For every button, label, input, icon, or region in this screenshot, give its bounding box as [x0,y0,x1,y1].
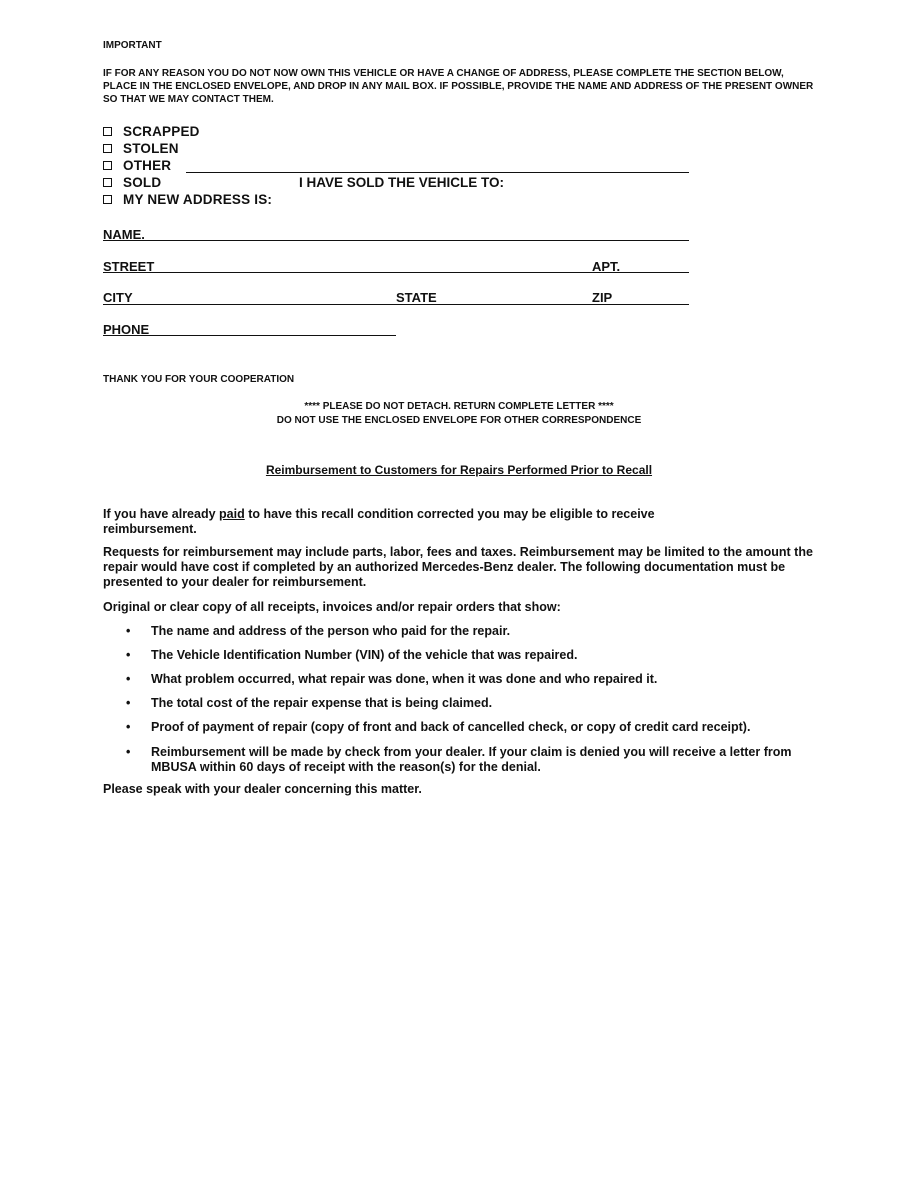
street-label: STREET [103,259,155,274]
apt-label: APT. [592,259,621,274]
city-label: CITY [103,290,133,305]
bullet-icon: • [126,696,131,710]
list-item-text: Proof of payment of repair (copy of front and back of cancelled check, or copy of credit card receipt). [151,720,751,734]
thanks-text: THANK YOU FOR YOUR COOPERATION [103,374,295,385]
list-item-text: Reimbursement will be made by check from your dealer. If your claim is denied you will receive a letter from MBUSA within 60 days of receipt with the reason(s) for the denial. [151,745,792,774]
checkbox-icon[interactable] [103,127,112,136]
option-scrapped-label: SCRAPPED [123,124,200,139]
notice-envelope: DO NOT USE THE ENCLOSED ENVELOPE FOR OTHER CORRESPONDENCE [276,415,642,426]
option-other[interactable] [103,157,171,174]
checkbox-icon[interactable] [103,144,112,153]
bullet-icon: • [126,624,131,638]
option-new-address-label: MY NEW ADDRESS IS: [123,192,273,207]
sold-to-label: I HAVE SOLD THE VEHICLE TO: [299,175,505,190]
paragraph-receipts: Original or clear copy of all receipts, invoices and/or repair orders that show: [103,600,561,614]
list-item-text: The name and address of the person who paid for the repair. [151,624,511,638]
option-sold-label: SOLD [123,175,162,190]
phone-label: PHONE [103,322,150,337]
option-new-address[interactable] [103,191,272,208]
reimbursement-title-text: Reimbursement to Customers for Repairs Performed Prior to Recall [265,463,653,477]
checkbox-icon[interactable] [103,195,112,204]
option-other-label: OTHER [123,158,172,173]
reimbursement-title [0,463,918,477]
bullet-icon: • [126,648,131,662]
list-item-text: The Vehicle Identification Number (VIN) of the vehicle that was repaired. [151,648,578,662]
bullet-icon: • [126,672,131,686]
list-item-text: What problem occurred, what repair was done, when it was done and who repaired it. [151,672,658,686]
option-sold[interactable] [103,174,161,191]
street-field[interactable] [103,272,689,273]
name-label: NAME. [103,227,145,242]
paid-emphasis: paid [219,507,245,521]
paragraph-requests: Requests for reimbursement may include parts, labor, fees and taxes. Reimbursement may be limited to the amount the repair would have cost if completed by an authorized Mercedes-Benz dealer. The following documentation must be presented to your dealer for reimbursement. [103,545,813,589]
bullet-icon: • [126,720,131,734]
phone-field[interactable] [103,335,396,336]
eligibility-text-end: to have this recall condition corrected you may be eligible to receive reimbursement. [103,507,655,536]
closing-text: Please speak with your dealer concerning this matter. [103,782,422,796]
bullet-icon: • [126,745,131,759]
city-field[interactable] [103,304,689,305]
checkbox-icon[interactable] [103,161,112,170]
eligibility-text-start: If you have already [103,507,220,521]
other-line[interactable] [186,172,689,173]
notice-do-not-detach: **** PLEASE DO NOT DETACH. RETURN COMPLETE LETTER **** [304,401,614,412]
state-label: STATE [396,290,437,305]
option-stolen[interactable] [103,140,179,157]
name-field[interactable] [103,240,689,241]
list-item-text: The total cost of the repair expense that is being claimed. [151,696,493,710]
option-stolen-label: STOLEN [123,141,179,156]
zip-label: ZIP [592,290,613,305]
paragraph-eligibility [103,507,743,537]
checkbox-icon[interactable] [103,178,112,187]
option-scrapped[interactable] [103,123,200,140]
instructions-paragraph: IF FOR ANY REASON YOU DO NOT NOW OWN THIS VEHICLE OR HAVE A CHANGE OF ADDRESS, PLEASE COMPLETE THE SECTION BELOW, PLACE IN THE ENCLOSED ENVELOPE, AND DROP IN ANY MAIL BOX. IF POSSIBLE, PROVIDE THE NAME AND ADDRESS OF THE PRESENT OWNER SO THAT WE MAY CONTACT THEM. [103,68,814,105]
important-heading: IMPORTANT [103,40,162,51]
